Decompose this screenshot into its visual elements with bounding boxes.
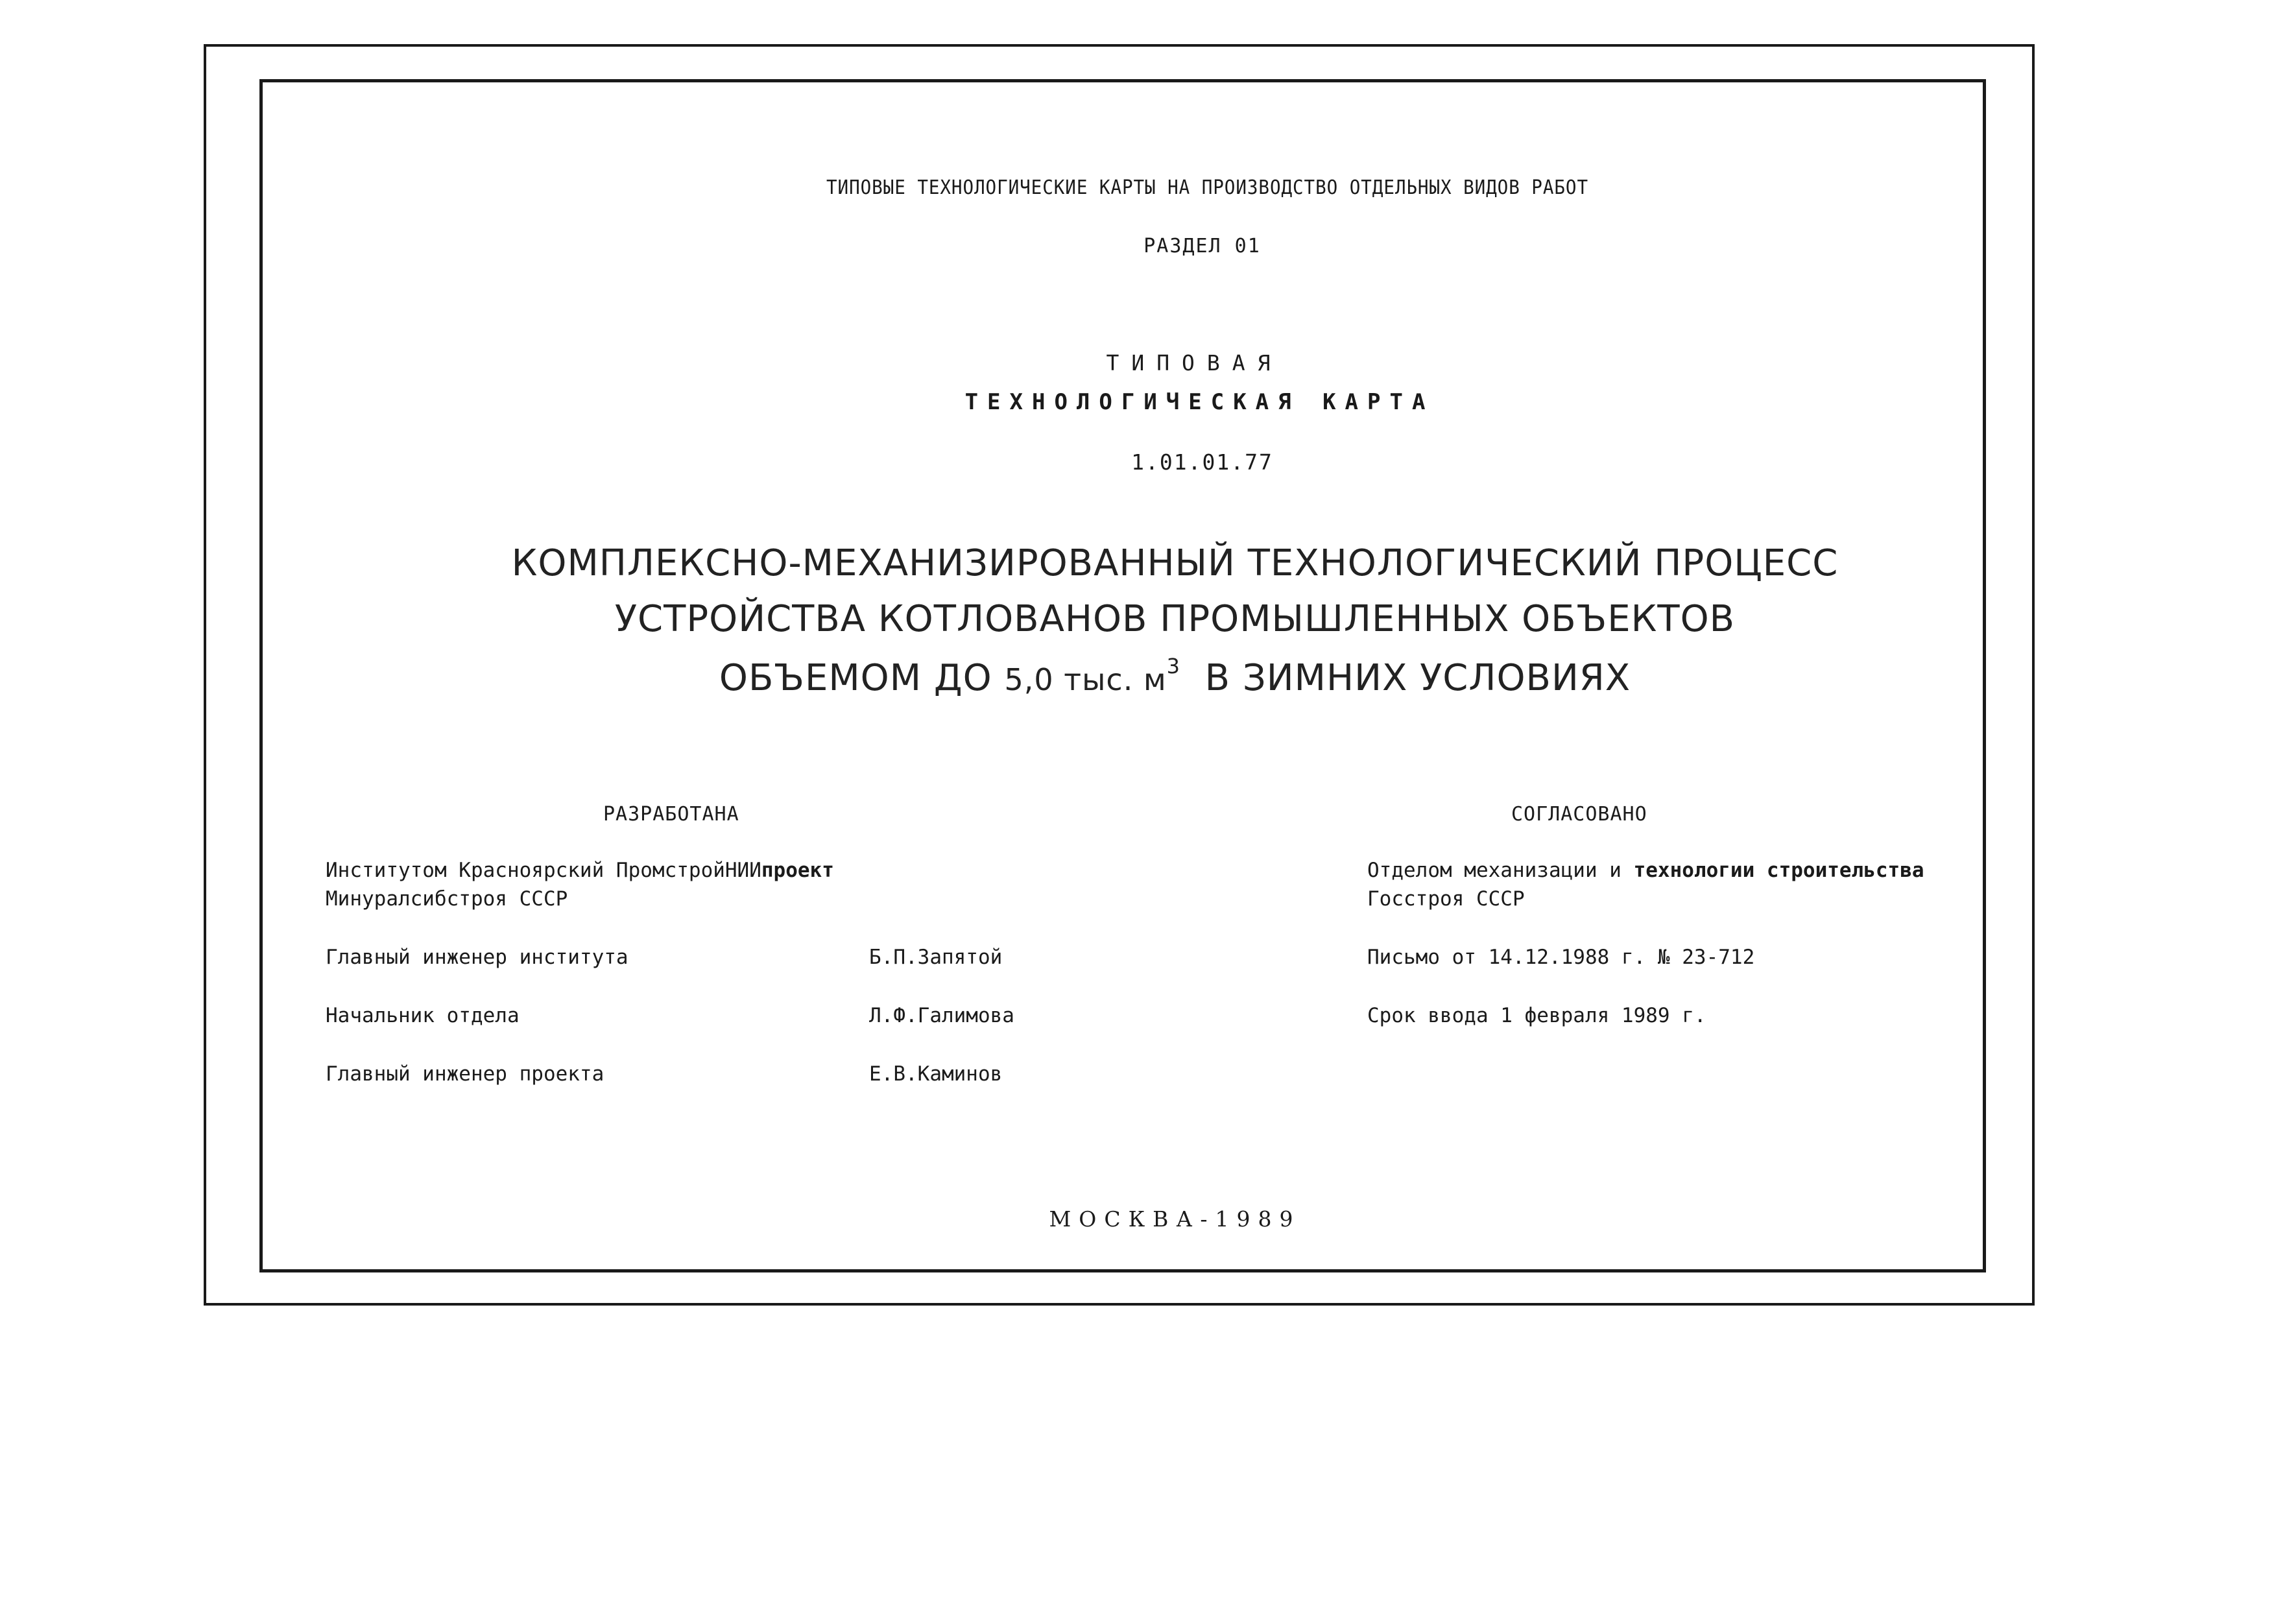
agreed-org-text-bold: технологии строительства (1633, 859, 1924, 882)
title-volume-exponent: 3 (1166, 654, 1181, 678)
developed-org-text: Институтом Красноярский ПромстройНИИ (326, 859, 761, 882)
role-chief-engineer-institute: Главный инженер института (326, 946, 628, 969)
agreed-letter: Письмо от 14.12.1988 г. № 23-712 (1367, 946, 1755, 969)
role-department-head: Начальник отдела (326, 1004, 520, 1027)
agreed-effective-date: Срок ввода 1 февраля 1989 г. (1367, 1004, 1706, 1027)
developed-org-line2: Минуралсибстроя СССР (326, 887, 568, 911)
title-line2: УСТРОЙСТВА КОТЛОВАНОВ ПРОМЫШЛЕННЫХ ОБЪЕКТОВ (614, 598, 1736, 640)
name-chief-engineer-project: Е.В.Каминов (869, 1062, 1003, 1086)
name-chief-engineer-institute: Б.П.Запятой (869, 946, 1003, 969)
series-title: ТИПОВЫЕ ТЕХНОЛОГИЧЕСКИЕ КАРТЫ НА ПРОИЗВОДСТВО ОТДЕЛЬНЫХ ВИДОВ РАБОТ (826, 176, 1588, 199)
title-line3-prefix: ОБЪЕМОМ ДО (719, 657, 992, 699)
city-year: МОСКВА-1989 (1049, 1206, 1301, 1232)
agreed-org-line1 (1367, 859, 1924, 882)
agreed-org-line2: Госстроя СССР (1367, 887, 1525, 911)
developed-org-line1 (326, 859, 834, 882)
doc-code: 1.01.01.77 (1131, 449, 1273, 475)
title-line3-suffix: В ЗИМНИХ УСЛОВИЯХ (1204, 657, 1631, 699)
name-department-head: Л.Ф.Галимова (869, 1004, 1014, 1027)
role-chief-engineer-project: Главный инженер проекта (326, 1062, 604, 1086)
title-volume: 5,0 тыс. м (1004, 662, 1167, 697)
developed-heading: РАЗРАБОТАНА (603, 803, 739, 826)
agreed-org-text: Отделом механизации и (1367, 859, 1634, 882)
section-number: РАЗДЕЛ 01 (1143, 235, 1261, 257)
developed-org-text-bold: проект (761, 859, 834, 882)
doc-type-line2: ТЕХНОЛОГИЧЕСКАЯ КАРТА (964, 389, 1435, 415)
title-line1: КОМПЛЕКСНО-МЕХАНИЗИРОВАННЫЙ ТЕХНОЛОГИЧЕСКИЙ ПРОЦЕСС (511, 542, 1839, 584)
doc-type-line1: ТИПОВАЯ (1106, 350, 1283, 376)
title-line3 (32, 654, 2285, 699)
agreed-heading: СОГЛАСОВАНО (1511, 803, 1647, 826)
